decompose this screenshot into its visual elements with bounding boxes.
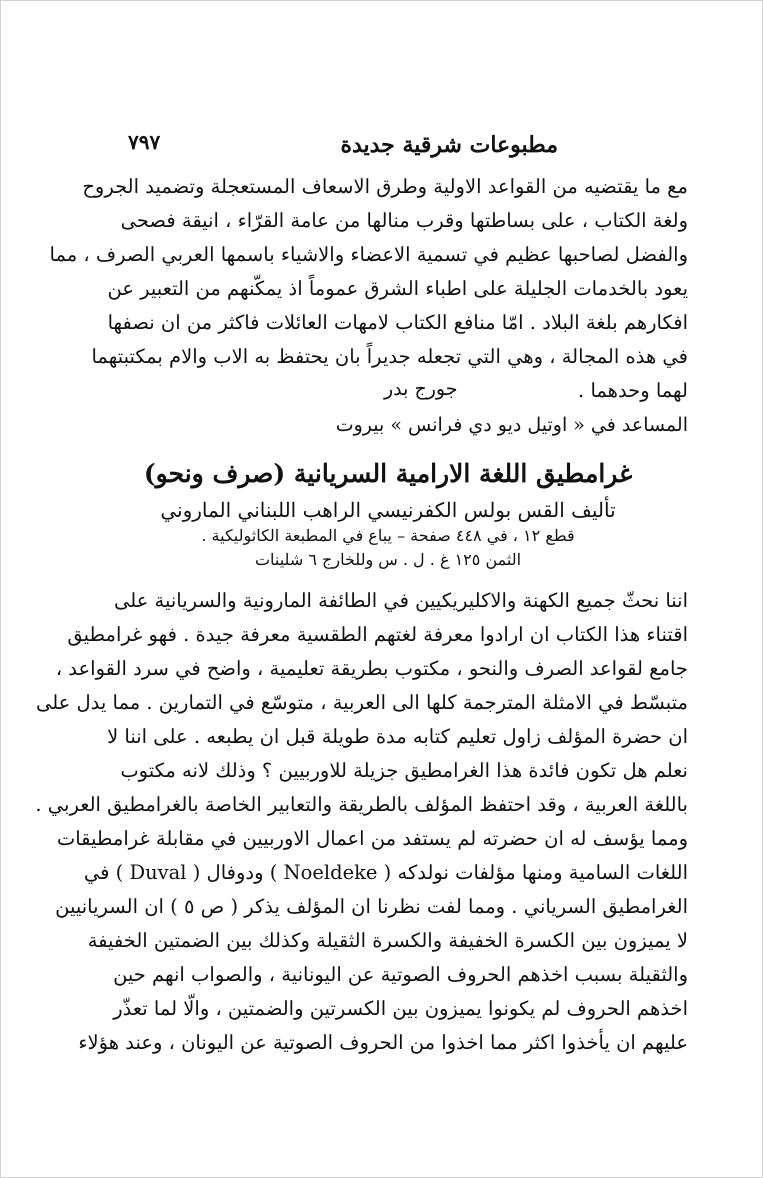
text-line: افكارهم بلغة البلاد . امّا منافع الكتاب لامهات العائلات فاكثر من ان نصفها (107, 311, 688, 334)
text-line: مع ما يقتضيه من القواعد الاولية وطرق الاسعاف المستعجلة وتضميد الجروح (82, 175, 688, 198)
text-line: الغرامطيق السرياني . ومما لفت نظرنا ان المؤلف يذكر ( ص ٥ ) ان السريانيين (55, 895, 688, 918)
header-title: مطبوعات شرقية جديدة (340, 132, 558, 158)
text-line: اقتناء هذا الكتاب ان ارادوا معرفة لغتهم الطقسية معرفة جيدة . فهو غرامطيق (67, 623, 688, 646)
reviewer-signature: جورج بدر (384, 378, 458, 400)
text-line: باللغة العربية ، وقد احتفظ المؤلف بالطريقة والتعابير الخاصة بالغرامطيق العربي . (35, 793, 688, 816)
text-line: لا يميزون بين الكسرة الخفيفة والكسرة الثقيلة وكذلك بين الضمتين الخفيفة (87, 929, 688, 952)
review-body (35, 584, 688, 1060)
reviewer-affiliation: المساعد في « اوتيل ديو دي فرانس » بيروت (335, 414, 688, 436)
book-price-info: الثمن ١٢٥ غ . ل . س وللخارج ٦ شلينات (254, 550, 522, 569)
text-line: ولغة الكتاب ، على بساطتها وقرب منالها من عامة القرّاء ، انيقة فصحى (120, 209, 688, 232)
document-page (35, 126, 688, 1060)
text-line: ان حضرة المؤلف زاول تعليم كتابه مدة طويلة قبل ان يطبعه . على اننا لا (107, 725, 688, 748)
text-line: نعلم هل تكون فائدة هذا الغرامطيق جزيلة للاوربيين ؟ وذلك لانه مكتوب (120, 759, 688, 782)
previous-review-text (49, 170, 688, 408)
book-format-info: قطع ١٢ ، في ٤٤٨ صفحة – يباع في المطبعة الكاثوليكية . (201, 526, 575, 545)
text-line: اخذهم الحروف لم يكونوا يميزون بين الكسرتين والضمتين ، والّا لما تعذّر (113, 997, 688, 1020)
text-line: عليهم ان يأخذوا اكثر مما اخذوا من الحروف الصوتية عن اليونان ، وعند هؤلاء (78, 1031, 688, 1054)
text-line: اللغات السامية ومنها مؤلفات نولدكه ( Noeldeke ) ودوفال ( Duval ) في (83, 861, 688, 884)
text-line: يعود بالخدمات الجليلة على اطباء الشرق عموماً اذ يمكّنهم من التعبير عن (107, 277, 688, 300)
text-line: لهما وحدهما . (578, 379, 688, 402)
book-title: غرامطيق اللغة الارامية السريانية (صرف ونحو) (143, 459, 633, 488)
text-line: والفضل لصاحبها عظيم في تسمية الاعضاء والاشياء باسمها العربي الصرف ، مما (49, 243, 688, 266)
running-header (88, 126, 688, 170)
book-author: تأليف القس بولس الكفرنيسي الراهب اللبناني الماروني (160, 498, 616, 522)
page-number: ٧٩٧ (128, 130, 161, 154)
text-line: ومما يؤسف له ان حضرته لم يستفد من اعمال الاوربيين في مقابلة غرامطيقات (56, 827, 688, 850)
text-line: اننا نحثّ جميع الكهنة والاكليريكيين في الطائفة المارونية والسريانية على (113, 589, 688, 612)
text-line: متبسّط في الامثلة المترجمة كلها الى العربية ، متوسّع في التمارين . مما يدل على (35, 691, 688, 714)
text-line: جامع لقواعد الصرف والنحو ، مكتوب بطريقة تعليمية ، واضح في سرد القواعد ، (55, 657, 688, 680)
text-line: في هذه المجالة ، وهي التي تجعله جديراً بان يحتفظ به الاب والام بمكتبتهما (91, 345, 688, 368)
text-line: والثقيلة بسبب اخذهم الحروف الصوتية عن اليونانية ، والصواب انهم حين (113, 963, 688, 986)
